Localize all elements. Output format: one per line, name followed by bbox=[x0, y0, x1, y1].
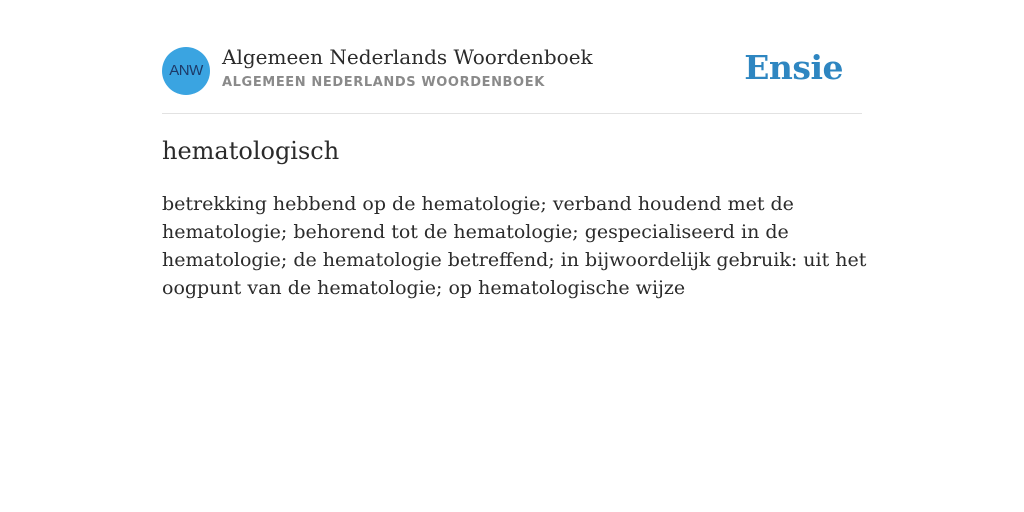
source-subtitle: ALGEMEEN NEDERLANDS WOORDENBOEK bbox=[222, 75, 545, 90]
page bbox=[162, 0, 867, 299]
definition-text: betrekking hebbend op de hematologie; verband houdend met de hematologie; behorend tot de hematologie; gespecialiseerd in de hematologie; de hematologie betreffend; in bijwoordelijk gebruik: uit het oogpunt van de hematologie; op hematologische wijze bbox=[162, 193, 867, 299]
ensie-logo[interactable]: Ensie bbox=[744, 48, 843, 87]
page-title: hematologisch bbox=[162, 137, 340, 165]
source-title[interactable]: Algemeen Nederlands Woordenboek bbox=[222, 45, 593, 69]
header bbox=[162, 0, 862, 114]
anw-logo[interactable]: ANW bbox=[162, 47, 210, 95]
